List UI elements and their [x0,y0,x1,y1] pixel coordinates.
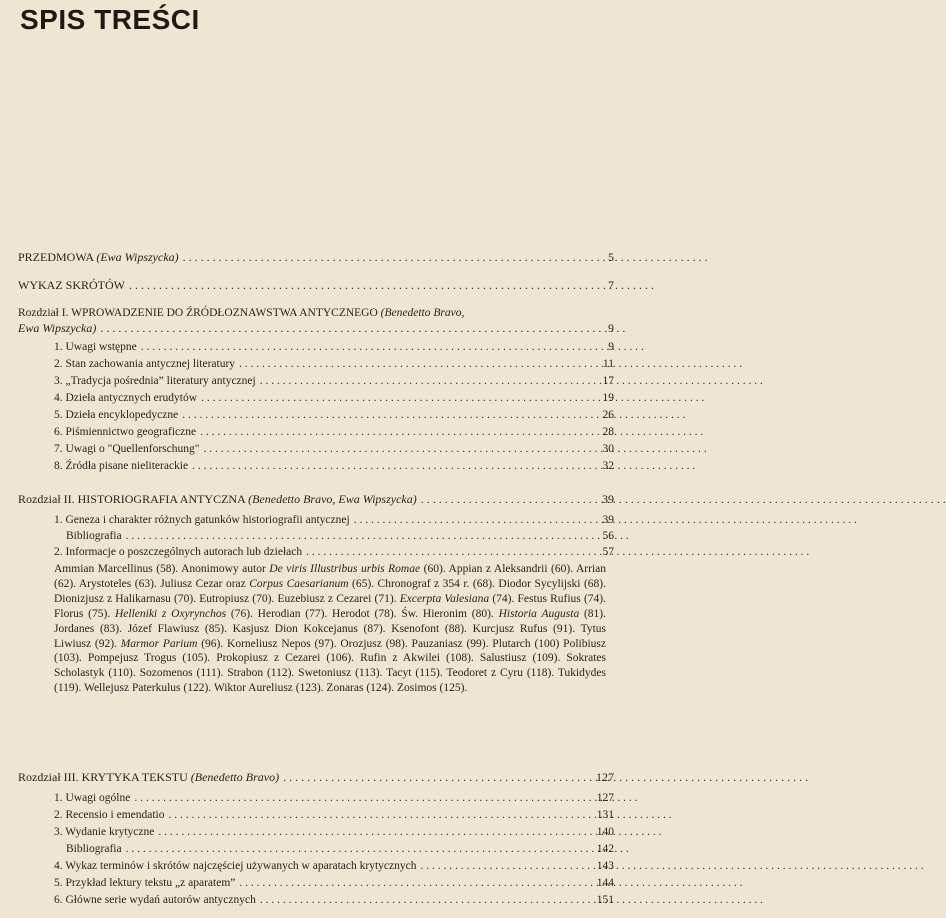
toc-entry-chapter-1 [18,321,614,335]
toc-item: 1. Uwagi ogólne . . . 127 [54,791,614,805]
author-list-text: (74). Festus Rufius (74). Florus (75). [54,592,607,620]
dot-leader [283,770,592,784]
toc-entry-chapter-2 [18,492,614,506]
toc-entry-chapter-3 [18,770,614,784]
toc-item: 6. Główne serie wydań autorów antycznych . . . 151 [54,893,614,907]
work-title: De viris Illustribus urbis Romae [269,563,421,575]
toc-item: 4. Wykaz terminów i skrótów najczęściej używanych w aparatach krytycznych . . . 143 [54,859,614,873]
author-list-text: (81). Jordanes (83). Józef Flawiusz (85). Kasjusz Dion Kokcejanus (87). Ksenofont (88). Kurcjusz Rufus (91). Tytus Liwiusz (92). [54,607,607,650]
work-title: Helleniki z Oxyrynchos [114,607,227,620]
dot-leader [183,250,596,264]
toc-item: 2. Informacje o poszczególnych autorach lub dziełach . . . 57 [54,545,614,559]
entry-author: Ewa Wipszycka) [18,321,97,335]
toc-entry-przedmowa [18,250,614,264]
toc-item: 5. Dzieła encyklopedyczne . . . 26 [54,408,614,422]
toc-item: 7. Uwagi o "Quellenforschung" . . . 30 [54,442,614,456]
chapter-1-title: Rozdział I. WPROWADZENIE DO ŹRÓDŁOZNAWSTWA ANTYCZNEGO (Benedetto Bravo, [18,307,465,319]
page-number: 39 [602,492,614,506]
entry-title: Rozdział III. KRYTYKA TEKSTU [18,770,188,784]
entry-title: Rozdział II. HISTORIOGRAFIA ANTYCZNA [18,492,246,506]
toc-item: 1. Uwagi wstępne . . . 9 [54,340,614,354]
toc-item: Bibliografia . . . 56 [66,529,614,543]
toc-item: Bibliografia . . . 142 [66,842,614,856]
entry-author: (Benedetto Bravo, Ewa Wipszycka) [248,492,417,506]
toc-item: 5. Przykład lektury tekstu „z aparatem” . . . 144 [54,876,614,890]
dot-leader [100,321,596,335]
page-number: 7 [608,278,614,292]
page-number: 5 [608,250,614,264]
author-list-text: (76). Herodian (77). Herodot (78). Św. Hieronim (80). [226,607,499,620]
toc-item: 8. Źródła pisane nieliterackie . . . 32 [54,459,614,473]
work-title: Marmor Parium [120,637,198,650]
dot-leader [129,278,596,292]
toc-item: 2. Stan zachowania antycznej literatury . . . 11 [54,357,614,371]
entry-author: (Benedetto Bravo) [190,770,280,784]
entry-title: WYKAZ SKRÓTÓW [18,278,125,292]
toc-item: 3. Wydanie krytyczne . . . 140 [54,825,614,839]
page-title: SPIS TREŚCI [20,4,200,35]
toc-item: 3. „Tradycja pośrednia” literatury antycznej . . . 17 [54,374,614,388]
toc-item: 1. Geneza i charakter różnych gatunków historiografii antycznej . . . 39 [54,513,614,527]
entry-author: (Ewa Wipszycka) [96,250,179,264]
page-number: 9 [608,321,614,335]
work-title: Corpus Caesarianum [249,577,349,590]
work-title: Historia Augusta [498,607,580,620]
work-title: Excerpta Valesiana [399,592,490,605]
toc-item: 4. Dzieła antycznych erudytów . . . 19 [54,391,614,405]
toc-item: 2. Recensio i emendatio . . . 131 [54,808,614,822]
toc-item: 6. Piśmiennictwo geograficzne . . . 28 [54,425,614,439]
entry-title: PRZEDMOWA [18,250,94,264]
author-list-text: (65). Chronograf z 354 r. (68). Diodor Sycylijski (68). Dionizjusz z Halikarnasu (70). Eutropiusz (70). Euzebiusz z Cezarei (71). [54,577,606,605]
author-list-text: (60). Appian z Aleksandrii (60). Arrian (62). Arystoteles (63). Juliusz Cezar oraz [54,563,606,590]
authors-paragraph [54,562,606,696]
author-list-text: (96). Korneliusz Nepos (97). Orozjusz (98). Pauzaniasz (99). Plutarch (100) Polibiusz (103). Pompejusz Trogus (105). Prokopiusz z Cezarei (106). Rufin z Akwilei (108). Salustiusz (109). Sokrates Scholastyk (110). Sozomenos (111). Strabon (112). Swetoniusz (113). Tacyt (115). Teodoret z Cyru (118). Tukidydes (119). Wellejusz Paterkulus (122). Wiktor Aureliusz (123). Zonaras (124). Zosimos (125). [54,637,606,695]
page-number: 127 [596,770,614,784]
author-list-text: Ammian Marcellinus (58). Anonimowy autor [54,563,270,575]
dot-leader [421,492,596,506]
toc-entry-wykaz-skrotow [18,278,614,292]
